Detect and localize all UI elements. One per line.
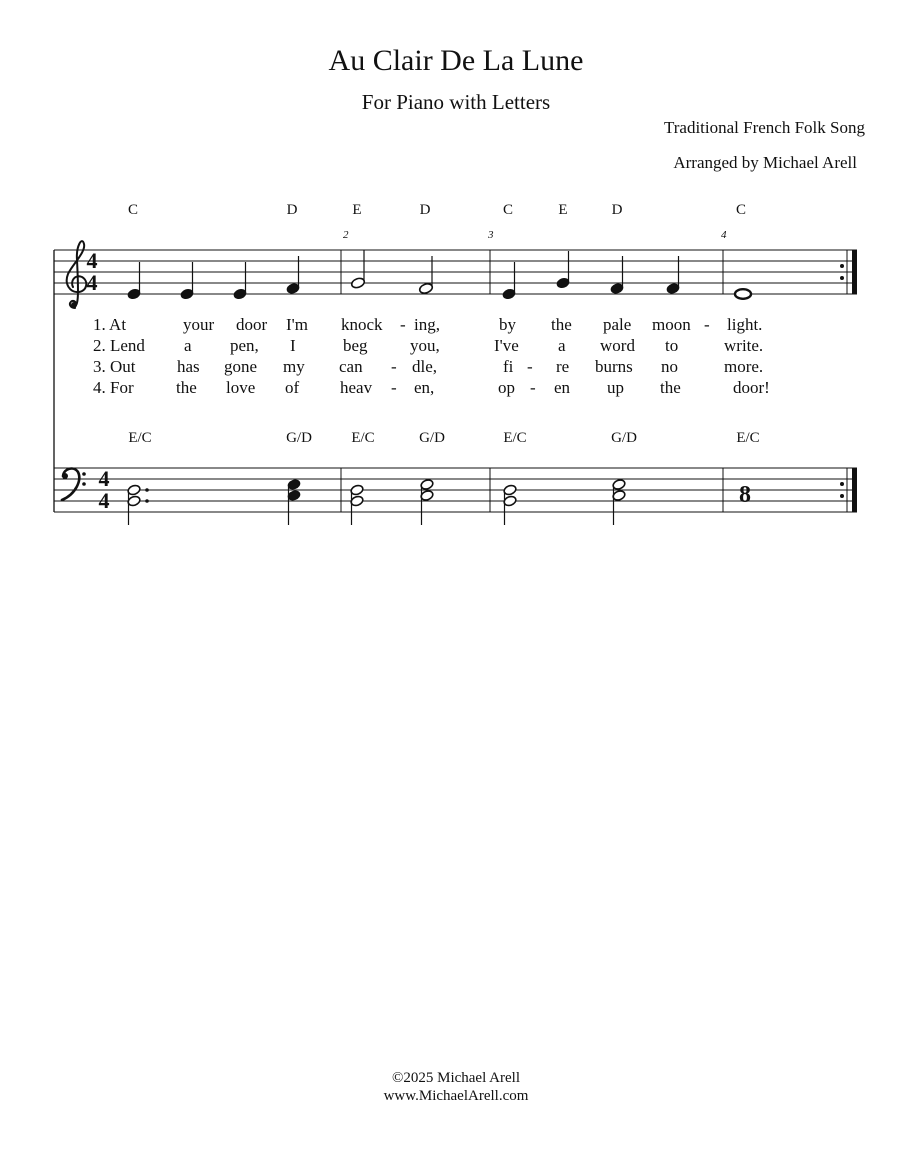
note <box>350 250 365 289</box>
lyric-syllable: re <box>556 357 570 376</box>
lyric-syllable: a <box>184 336 192 355</box>
bass-staff <box>54 468 857 512</box>
lyric-syllable: has <box>177 357 200 376</box>
lyric-syllable: door <box>236 315 268 334</box>
lyric-syllable: - <box>530 378 536 397</box>
note <box>127 262 141 300</box>
lyric-syllable: the <box>660 378 681 397</box>
chord <box>612 479 626 525</box>
note-letter: C <box>735 202 747 218</box>
note-letter: E <box>352 202 362 218</box>
lyric-syllable: love <box>226 378 256 397</box>
measure-number: 4 <box>721 229 727 241</box>
lyric-syllable: I've <box>494 336 519 355</box>
note <box>180 262 194 300</box>
treble-time-sig-bottom: 4 <box>86 270 98 295</box>
bass-clef-icon <box>62 469 86 500</box>
lyric-syllable: op <box>498 378 515 397</box>
note <box>556 251 570 289</box>
lyric-syllable: en, <box>414 378 435 397</box>
lyric-syllable: pen, <box>230 336 259 355</box>
chord-letter: G/D <box>286 430 312 446</box>
lyrics <box>93 315 770 397</box>
lyric-syllable: - <box>400 315 406 334</box>
lyric-syllable: light. <box>727 315 763 334</box>
treble-time-sig-top: 4 <box>86 248 98 273</box>
lyric-syllable: your <box>183 315 215 334</box>
measure-number: 3 <box>488 229 494 241</box>
lyric-syllable: I <box>290 336 296 355</box>
bass-repeat-dot <box>840 482 844 486</box>
lyric-syllable: dle, <box>412 357 438 376</box>
chord-letter: E/C <box>736 430 760 446</box>
lyric-syllable: - <box>527 357 533 376</box>
lyric-syllable: can <box>339 357 363 376</box>
lyric-syllable: I'm <box>286 315 308 334</box>
lyric-syllable: more. <box>724 357 764 376</box>
chord <box>503 484 517 525</box>
treble-repeat-dot <box>840 264 844 268</box>
lyric-syllable: you, <box>410 336 440 355</box>
lyric-syllable: of <box>285 378 300 397</box>
note-letter: E <box>558 202 568 218</box>
treble-clef-icon <box>67 241 87 308</box>
lyric-syllable: 2. Lend <box>93 336 145 355</box>
chord <box>287 479 301 525</box>
lyric-syllable: a <box>558 336 566 355</box>
bass-end-barline <box>852 468 857 512</box>
lyric-syllable: the <box>176 378 197 397</box>
lyric-syllable: 1. At <box>93 315 127 334</box>
lyric-syllable: no <box>661 357 678 376</box>
chord-letter: E/C <box>128 430 152 446</box>
treble-end-barline <box>852 250 857 294</box>
note <box>286 256 300 295</box>
website-link[interactable]: www.MichaelArell.com <box>383 1088 529 1104</box>
chord-letter: E/C <box>503 430 527 446</box>
lyric-syllable: pale <box>603 315 632 334</box>
lyric-syllable: ing, <box>414 315 440 334</box>
chord <box>127 484 149 525</box>
measure-number: 2 <box>343 229 349 241</box>
lyric-syllable: up <box>607 378 624 397</box>
lyric-syllable: - <box>704 315 710 334</box>
chord-letter: G/D <box>419 430 445 446</box>
note-letter: C <box>502 202 514 218</box>
treble-staff <box>54 250 857 294</box>
lyric-syllable: knock <box>341 315 383 334</box>
lyric-syllable: door! <box>733 378 770 397</box>
note-letter: D <box>419 202 431 218</box>
lyric-syllable: - <box>391 357 397 376</box>
bass-time-sig-bottom: 4 <box>98 488 110 513</box>
bass-time-sig-top: 4 <box>98 466 110 491</box>
lyric-syllable: moon <box>652 315 691 334</box>
lyric-syllable: 3. Out <box>93 357 136 376</box>
lyric-syllable: beg <box>343 336 368 355</box>
chord-letter: G/D <box>611 430 637 446</box>
song-subtitle: For Piano with Letters <box>361 90 551 114</box>
lyric-syllable: fi <box>503 357 514 376</box>
song-title: Au Clair De La Lune <box>328 44 584 77</box>
note <box>735 289 751 299</box>
lyric-syllable: gone <box>224 357 258 376</box>
lyric-syllable: to <box>665 336 679 355</box>
note-letter: D <box>611 202 623 218</box>
whole-chord: 8 <box>739 482 751 508</box>
note <box>418 256 433 295</box>
treble-repeat-dot <box>840 276 844 280</box>
note <box>502 262 516 300</box>
note <box>233 262 247 300</box>
arranger-credit: Arranged by Michael Arell <box>673 153 857 172</box>
lyric-syllable: en <box>554 378 571 397</box>
lyric-syllable: write. <box>724 336 764 355</box>
chord <box>420 479 434 525</box>
note <box>666 256 680 295</box>
note-letter: C <box>127 202 139 218</box>
lyric-syllable: the <box>551 315 572 334</box>
note <box>610 256 624 295</box>
composer-credit: Traditional French Folk Song <box>663 118 865 137</box>
bass-repeat-dot <box>840 494 844 498</box>
chord <box>350 484 364 525</box>
copyright: ©2025 Michael Arell <box>391 1070 521 1086</box>
lyric-syllable: 4. For <box>93 378 134 397</box>
lyric-syllable: burns <box>595 357 633 376</box>
chord-letter: E/C <box>351 430 375 446</box>
lyric-syllable: by <box>499 315 516 334</box>
lyric-syllable: heav <box>340 378 373 397</box>
note-letter: D <box>286 202 298 218</box>
lyric-syllable: - <box>391 378 397 397</box>
lyric-syllable: my <box>283 357 305 376</box>
lyric-syllable: word <box>600 336 635 355</box>
